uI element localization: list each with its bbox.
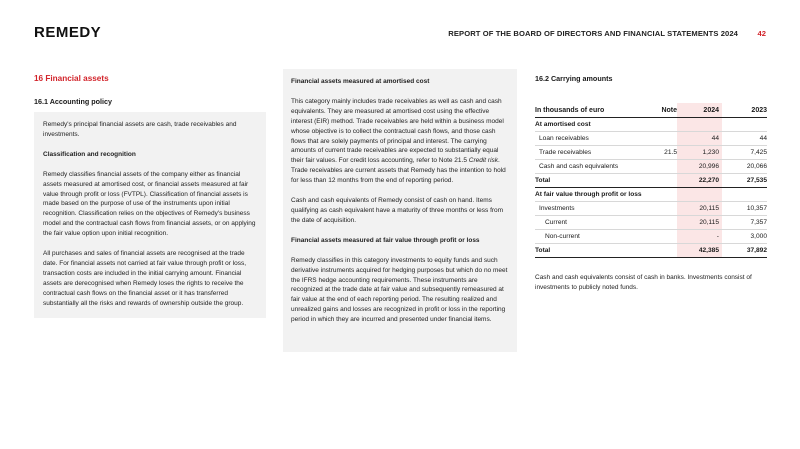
table-row [535,202,767,216]
table-row [535,174,767,188]
value-2023-cell [722,118,767,132]
row-label: Investments [535,202,649,216]
paragraph-heading: Classification and recognition [43,150,136,158]
value-2024-cell: 20,115 [677,202,722,216]
measurement-column [283,69,517,352]
value-2023-cell: 3,000 [722,230,767,244]
note-cell [649,202,677,216]
value-2024-cell: - [677,230,722,244]
note-cell [649,216,677,230]
text-run: . Trade receivables are current assets that Remedy has the intention to hold for less than 12 months from the end of reporting period. [291,157,506,185]
value-2023-cell: 37,892 [722,244,767,258]
note-cell: 21.5 [649,146,677,160]
value-2024-cell [677,188,722,202]
table-row [535,132,767,146]
table-row [535,188,767,202]
column-header: Note [649,103,677,118]
value-2024-cell: 42,385 [677,244,722,258]
row-label: At fair value through profit or loss [535,188,649,202]
value-2023-cell: 44 [722,132,767,146]
value-2024-cell: 20,115 [677,216,722,230]
row-label: At amortised cost [535,118,649,132]
note-cell [649,160,677,174]
value-2024-cell: 20,996 [677,160,722,174]
table-footnote: Cash and cash equivalents consist of cash in banks. Investments consist of investments to publicly noted funds. [535,274,752,291]
row-label: Total [535,244,649,258]
table-header-row [535,103,767,118]
table-row [535,244,767,258]
section-title: 16 Financial assets [34,74,109,83]
note-cell [649,244,677,258]
note-reference: Credit risk [468,157,499,165]
carrying-amounts-table [535,103,767,258]
page-number: 42 [757,29,766,38]
table-row [535,230,767,244]
paragraph: Remedy classifies in this category investments to equity funds and such derivative instruments acquired for hedging purposes but which do no meet the IFRS hedge accounting requirements. These instruments are recognized at the trade date at fair value and subsequently remeasured at fair value at the end of each reporting period. The resulting realized and unrealized gains and losses are recognized in profit or loss in the reporting period in which they are incurred and presented under financial items. [291,256,508,324]
paragraph: Cash and cash equivalents of Remedy consist of cash on hand. Items qualifying as cash equivalent have a maturity of three months or less from the date of acquisition. [291,197,504,224]
row-label: Loan receivables [535,132,649,146]
carrying-amounts-column [535,74,767,293]
carrying-amounts-title: 16.2 Carrying amounts [535,74,613,83]
paragraph: Remedy classifies financial assets of the company either as financial assets measured at amortised cost, or financial assets measured at fair value through profit or loss (FVTPL). Classification of financial assets is made based on the purpose of use of the instruments upon initial recognition. Classification relies on the objectives of Remedy's business model and the contractual cash flows from financial assets, or on applying the fair value option upon initial recognition. [43,170,256,238]
company-logo: REMEDY [34,24,102,41]
table-row [535,160,767,174]
note-cell [649,188,677,202]
table-row [535,146,767,160]
value-2023-cell [722,188,767,202]
table-row [535,118,767,132]
column-header: 2023 [722,103,767,118]
value-2024-cell: 44 [677,132,722,146]
value-2023-cell: 10,357 [722,202,767,216]
row-label: Non-current [535,230,649,244]
value-2023-cell: 7,357 [722,216,767,230]
paragraph-heading: Financial assets measured at fair value through profit or loss [291,236,480,244]
value-2024-cell: 22,270 [677,174,722,188]
note-cell [649,174,677,188]
column-header: 2024 [677,103,722,118]
row-label: Trade receivables [535,146,649,160]
paragraph-heading: Financial assets measured at amortised cost [291,78,430,85]
paragraph: All purchases and sales of financial assets are recognised at the trade date. For financial assets not carried at fair value through profit or loss, transaction costs are included in the initial carrying amount. Financial assets are derecognised when Remedy loses the rights to receive the contractual cash flows on the financial asset or it has transferred substantially all the risks and rewards of ownership outside the group. [43,250,247,307]
table-row [535,216,767,230]
value-2024-cell: 1,230 [677,146,722,160]
value-2023-cell: 20,066 [722,160,767,174]
text-run: This category mainly includes trade receivables as well as cash and cash equivalents. They are measured at amortised cost using the effective interest (EIR) method. Trade receivables are held within a business model whose objective is to collect the contractual cash flows, and those cash flows that are solely payments of principal and interest. The carrying amounts of current trade receivables are expected to substantially equal their fair values. For credit loss accounting, refer to Note 21.5 [291,97,504,165]
accounting-policy-column [34,74,266,318]
note-cell [649,132,677,146]
note-cell [649,118,677,132]
column-header: In thousands of euro [535,103,649,118]
row-label: Total [535,174,649,188]
value-2023-cell: 7,425 [722,146,767,160]
row-label: Current [535,216,649,230]
note-cell [649,230,677,244]
accounting-policy-box [34,112,266,318]
report-title: REPORT OF THE BOARD OF DIRECTORS AND FINANCIAL STATEMENTS 2024 [448,29,738,38]
value-2023-cell: 27,535 [722,174,767,188]
paragraph [291,97,510,186]
row-label: Cash and cash equivalents [535,160,649,174]
value-2024-cell [677,118,722,132]
subsection-title: 16.1 Accounting policy [34,97,113,106]
paragraph: Remedy's principal financial assets are cash, trade receivables and investments. [43,121,237,138]
